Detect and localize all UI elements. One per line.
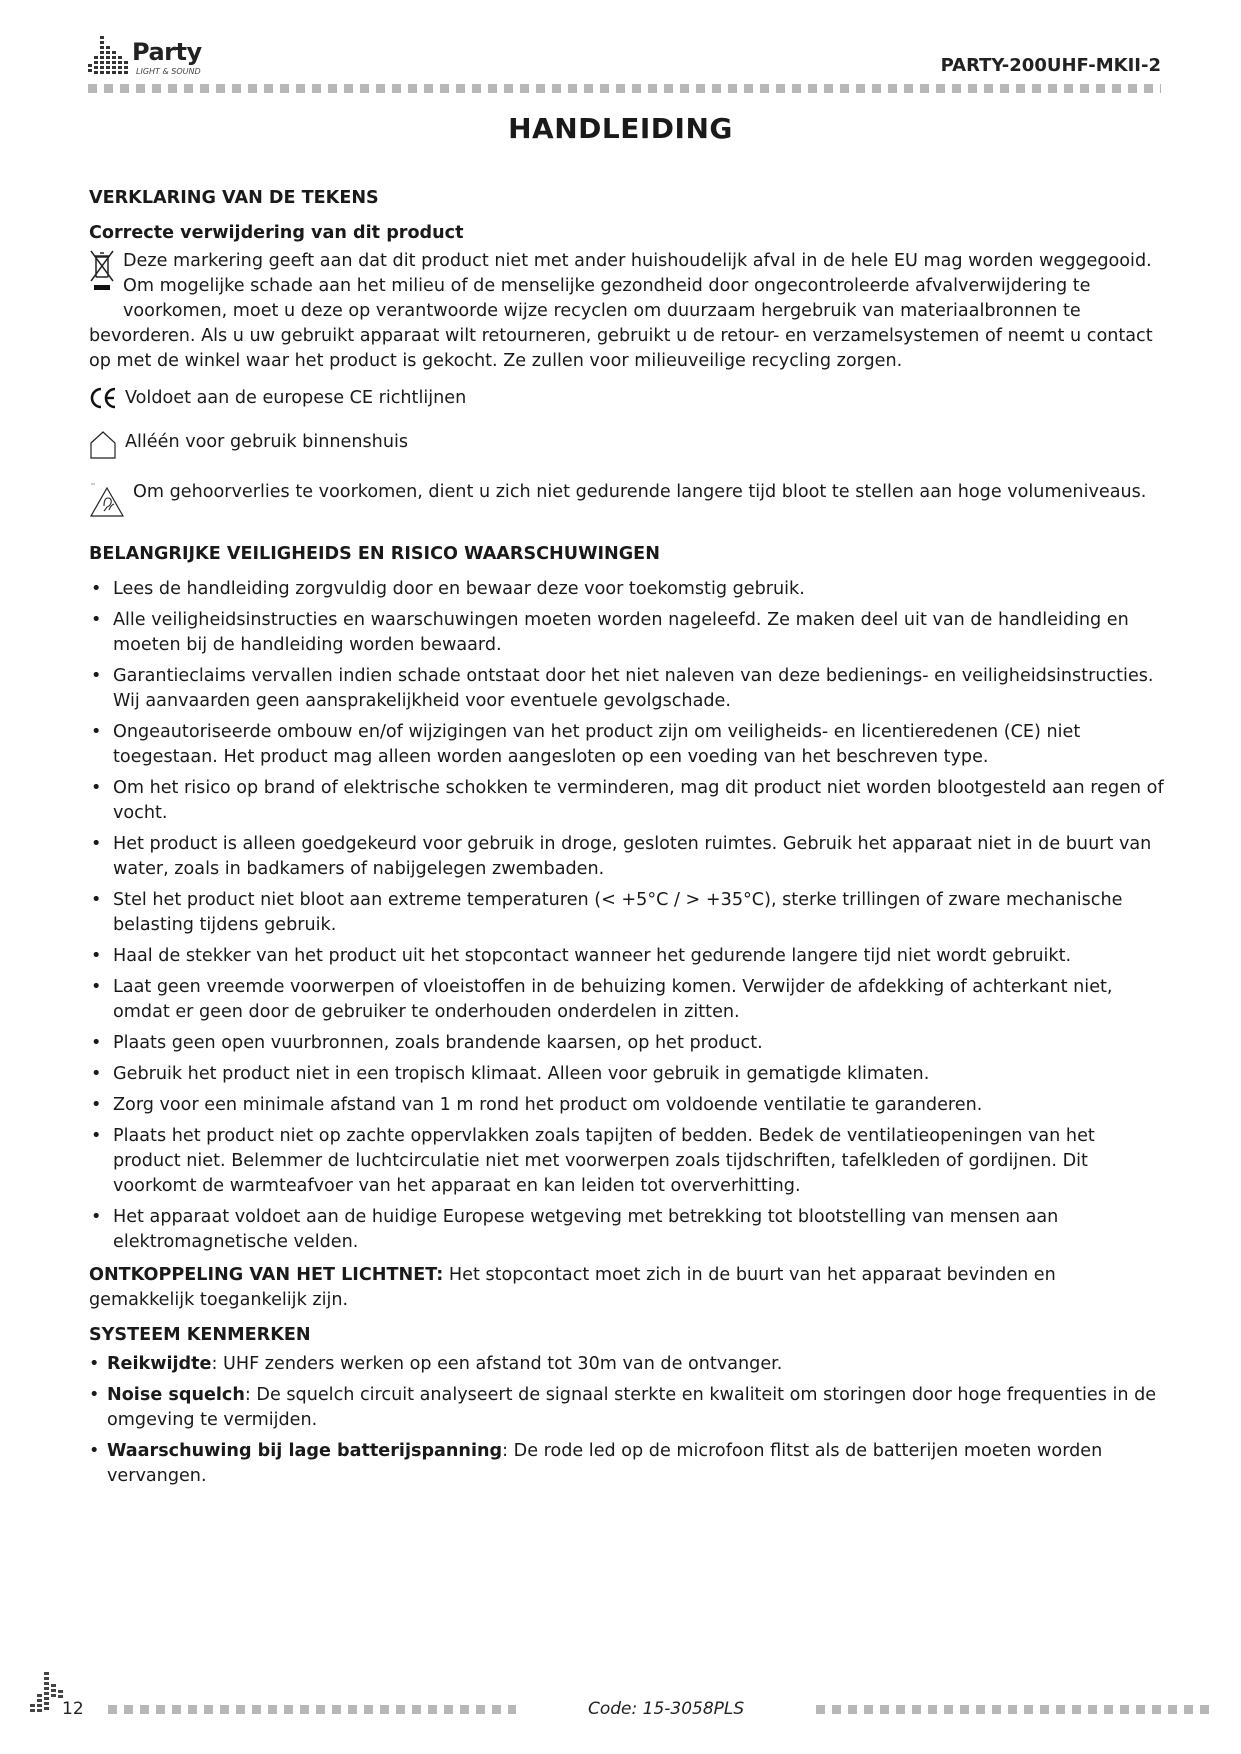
equalizer-bars-icon bbox=[88, 34, 132, 76]
ce-notice bbox=[89, 386, 1165, 418]
ce-mark-icon bbox=[89, 386, 117, 418]
safety-item: • Ongeautoriseerde ombouw en/of wijzigingen van het product zijn om veiligheids- en licentieredenen (CE) niet toegestaan. Het product mag alleen worden aangesloten op een voeding van het beschreven type. bbox=[89, 720, 1165, 770]
logo-subtitle: LIGHT & SOUND bbox=[136, 67, 201, 76]
symbols-heading: VERKLARING VAN DE TEKENS bbox=[89, 188, 379, 208]
hearing-text: Om gehoorverlies te voorkomen, dient u zich niet gedurende langere tijd bloot te stellen aan hoge volumeniveaus. bbox=[133, 482, 1147, 502]
indoor-notice bbox=[89, 430, 1165, 468]
feature-item bbox=[89, 1439, 1165, 1489]
safety-item: • Het apparaat voldoet aan de huidige Europese wetgeving met betrekking tot blootstelling van mensen aan elektromagnetische velden. bbox=[89, 1205, 1165, 1255]
hearing-notice bbox=[89, 480, 1165, 530]
safety-item: • Plaats het product niet op zachte oppervlakken zoals tapijten of bedden. Bedek de ventilatieopeningen van het product niet. Belemmer de luchtcirculatie niet met voorwerpen zoals tijdschriften, tafelkleden of gordijnen. Dit voorkomt de warmteafvoer van het apparaat en kan leiden tot oververhitting. bbox=[89, 1124, 1165, 1199]
house-icon bbox=[89, 430, 117, 468]
disposal-subheading: Correcte verwijdering van dit product bbox=[89, 223, 464, 243]
safety-item: • Alle veiligheidsinstructies en waarschuwingen moeten worden nageleefd. Ze maken deel uit van de handleiding en moeten bij de handleiding worden bewaard. bbox=[89, 608, 1165, 658]
safety-item: • Laat geen vreemde voorwerpen of vloeistoffen in de behuizing komen. Verwijder de afdekking of achterkant niet, omdat er geen door de gebruiker te onderhouden onderdelen in zitten. bbox=[89, 975, 1165, 1025]
ce-text: Voldoet aan de europese CE richtlijnen bbox=[125, 388, 467, 408]
feature-label: Reikwijdte bbox=[107, 1354, 212, 1374]
page-title: HANDLEIDING bbox=[508, 112, 733, 145]
safety-item: • Lees de handleiding zorgvuldig door en bewaar deze voor toekomstig gebruik. bbox=[89, 577, 1165, 602]
product-code: Code: 15-3058PLS bbox=[588, 1699, 745, 1719]
indoor-text: Alléén voor gebruik binnenshuis bbox=[125, 432, 409, 452]
weee-text: Deze markering geeft aan dat dit product niet met ander huishoudelijk afval in de hele EU mag worden weggegooid. Om mogelijke schade aan het milieu of de menselijke gezondheid door ongecontroleerde afvalverwijdering te voorkomen, moet u deze op verantwoorde wijze recyclen om duurzaam hergebruik van materiaalbronnen te bevorderen. Als u uw gebruikt apparaat wilt retourneren, gebruikt u de retour- en verzamelsystemen of neemt u contact op met de winkel waar het product is gekocht. Ze zullen voor milieuveilige recycling zorgen. bbox=[89, 251, 1153, 371]
safety-item: • Om het risico op brand of elektrische schokken te verminderen, mag dit product niet worden blootgesteld aan regen of vocht. bbox=[89, 776, 1165, 826]
feature-text: : De squelch circuit analyseert de signaal sterkte en kwaliteit om storingen door hoge frequenties in de omgeving te vermijden. bbox=[107, 1385, 1157, 1430]
feature-text: : De rode led op de microfoon flitst als de batterijen moeten worden vervangen. bbox=[107, 1441, 1103, 1486]
feature-label: Waarschuwing bij lage batterijspanning bbox=[107, 1441, 503, 1461]
safety-item: • Gebruik het product niet in een tropisch klimaat. Alleen voor gebruik in gematigde klimaten. bbox=[89, 1062, 1165, 1087]
header-divider bbox=[88, 84, 1161, 93]
model-number: PARTY-200UHF-MKII-2 bbox=[940, 55, 1161, 76]
weee-notice bbox=[89, 249, 1165, 374]
footer-divider-left bbox=[108, 1705, 516, 1714]
safety-list bbox=[89, 577, 1165, 1255]
disconnect-label: ONTKOPPELING VAN HET LICHTNET: bbox=[89, 1265, 444, 1285]
safety-item: • Garantieclaims vervallen indien schade ontstaat door het niet naleven van deze bedienings- en veiligheidsinstructies. Wij aanvaarden geen aansprakelijkheid voor eventuele gevolgschade. bbox=[89, 664, 1165, 714]
feature-text: : UHF zenders werken op een afstand tot 30m van de ontvanger. bbox=[211, 1354, 783, 1374]
safety-item: • Het product is alleen goedgekeurd voor gebruik in droge, gesloten ruimtes. Gebruik het apparaat niet in de buurt van water, zoals in badkamers of nabijgelegen zwembaden. bbox=[89, 832, 1165, 882]
feature-item bbox=[89, 1383, 1165, 1433]
features-heading: SYSTEEM KENMERKEN bbox=[89, 1325, 311, 1345]
safety-item: • Stel het product niet bloot aan extreme temperaturen (< +5°C / > +35°C), sterke trillingen of zware mechanische belasting tijdens gebruik. bbox=[89, 888, 1165, 938]
features-list bbox=[89, 1352, 1165, 1489]
brand-logo bbox=[88, 34, 218, 82]
safety-item: • Zorg voor een minimale afstand van 1 m rond het product om voldoende ventilatie te garanderen. bbox=[89, 1093, 1165, 1118]
feature-item bbox=[89, 1352, 1165, 1377]
disconnect-text: Het stopcontact moet zich in de buurt van het apparaat bevinden en gemakkelijk toegankelijk zijn. bbox=[89, 1265, 1056, 1310]
manual-content bbox=[89, 186, 1165, 1495]
feature-label: Noise squelch bbox=[107, 1385, 245, 1405]
page-number: 12 bbox=[62, 1699, 84, 1719]
safety-heading: BELANGRIJKE VEILIGHEIDS EN RISICO WAARSCHUWINGEN bbox=[89, 544, 660, 564]
disconnect-paragraph bbox=[89, 1263, 1165, 1313]
hearing-warning-icon bbox=[89, 480, 125, 530]
safety-item: • Plaats geen open vuurbronnen, zoals brandende kaarsen, op het product. bbox=[89, 1031, 1165, 1056]
crossed-bin-icon bbox=[89, 249, 115, 301]
safety-item: • Haal de stekker van het product uit het stopcontact wanneer het gedurende langere tijd niet wordt gebruikt. bbox=[89, 944, 1165, 969]
logo-word: Party bbox=[132, 38, 202, 66]
footer-divider-right bbox=[816, 1705, 1211, 1714]
